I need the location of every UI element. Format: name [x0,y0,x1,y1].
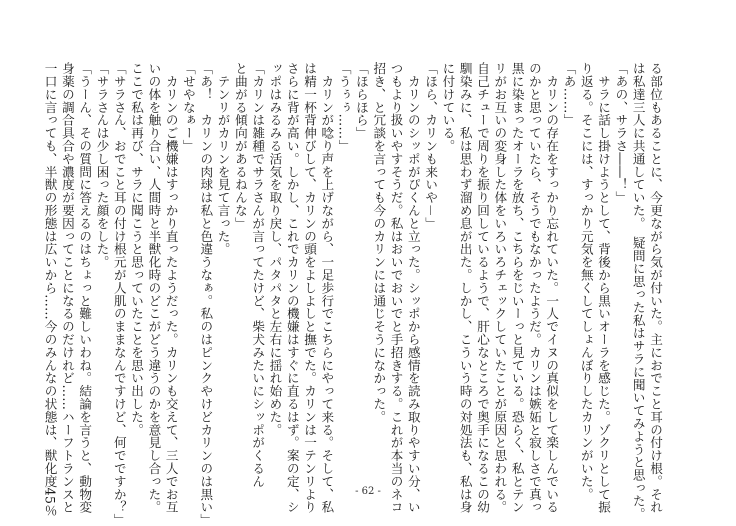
text-line: いの体を触り合い、人間時と半獣化時のどこがどう違うのかを意見し合った。 [146,62,162,514]
text-line: 身薬の調合具合や濃度が要因ってことになるのだけれど……ハーフトランスと [59,62,75,514]
text-line: 「うーん、その質問に答えるのはちょっと難しいわね。結論を言うと、動物変 [77,62,93,514]
text-line: 「せやなぁー」 [180,62,196,153]
text-line: 「あ！ カリンの肉球は私と色違うなぁ。私のはピンクやけどカリンのは黒い」 [198,62,214,526]
text-line: 「カリンは雑種でサラさんが言ってたけど、柴犬みたいにシッポがくるん [250,62,266,488]
text-line: 「サラさん、おでこと耳の付け根元が人肌のままなんですけど、何でですか？」 [111,62,127,526]
text-line: テンリがカリンを見て言った。 [215,62,231,256]
page-number: - 62 - [355,486,381,497]
text-line: 「あの、サラさ――！」 [613,62,629,204]
text-line: ここで私は再び、サラに聞こうと思っていたことを思い出した。 [129,62,145,437]
text-line: は私達三人に共通していた。 疑問に思った私はサラに聞いてみようと思った。 [630,62,646,521]
text-line: カリンが唸り声を上げながら、一足歩行でこちらにやって来る。そして、私 [319,62,335,514]
text-line: 「ほら、カリンも来いや－」 [423,62,439,230]
text-line: 招き、と冗談を言っても今のカリンには通じそうになかった。 [371,62,387,424]
text-line: のかと思っていたら、そうでもなかったようだ。カリンは嫉妬と寂しさで真っ [526,62,542,514]
text-line: つもより扱いやすそうだ。私はおいでおいでと手招きする。これが本当のネコ [388,62,404,514]
text-line: 「あ……」 [561,62,577,127]
text-line: カリンのシッポがぴくんと立った。シッポから感情を読み取りやすい分、い [405,62,421,514]
text-line: 黒に染まったオーラを放ち、こちらをじいーっと見ている。恐らく、私とテン [509,62,525,514]
text-line: り返る。そこには、すっかり元気を無くしてしょんぼりしたカリンがいた。 [578,62,594,501]
text-line: ッポはみるみる活気を取り戻し、パタパタと左右に揺れ始めた。 [267,62,283,437]
text-line: リがお互いの変身した体をいろいろチェックしていたことが原因と思われる。 [492,62,508,514]
text-line: 「ほらほら」 [353,62,369,140]
text-line: 「うぅぅ……」 [336,62,352,153]
text-line: と曲がる傾向があるねんな」 [232,62,248,230]
text-line: る部位もあることに、今更ながら気が付いた。主におでこと耳の付け根。それ [648,62,663,514]
text-line: 自己チューで周りを振り回しているようで、肝心なところで奥手になるこの幼 [475,62,491,514]
text-line: は精一杯背伸びして、カリンの頭をよしよしと撫でた。カリンは一テンリより [302,62,318,514]
text-line: サラに話し掛けようとして、背後から黒いオーラを感じた。ゾクリとして振 [596,62,612,514]
text-line: カリンの存在をすっかり忘れていた。一人でイヌの真似をして楽しんでいる [544,62,560,514]
text-line: カリンのご機嫌はすっかり直ったようだった。カリンも交えて、三人でお互 [163,62,179,514]
text-line: 一口に言っても、半獣の形態は広いから……今のみんなの状態は、獣化度45％ [42,62,58,518]
text-line: に付けている。 [440,62,456,153]
text-line: さらに背が高い。しかし、これでカリンの機嫌はすぐに直るはず。案の定、シ [284,62,300,514]
text-line: 馴染みに、私は思わず溜め息が出た。しかし、こういう時の対処法も、私は身 [457,62,473,514]
text-line: 「サラさんは少し困った顔をした。 [94,62,110,269]
